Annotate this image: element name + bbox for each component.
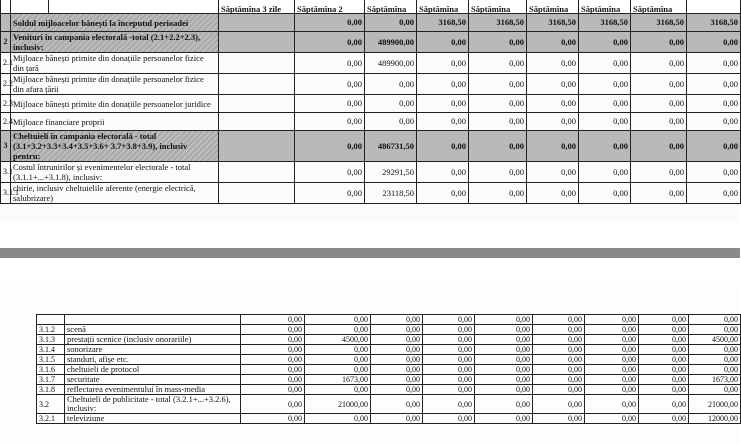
amount-cell: 0,00 bbox=[241, 414, 305, 424]
amount-cell: 0,00 bbox=[295, 113, 365, 131]
amount-cell: 0,00 bbox=[423, 395, 475, 414]
row-description: sonorizare bbox=[65, 345, 241, 355]
amount-cell: 0,00 bbox=[305, 385, 371, 395]
amount-cell: 0,00 bbox=[639, 385, 689, 395]
column-header bbox=[49, 0, 219, 14]
table-row bbox=[37, 345, 741, 355]
amount-cell: 0,00 bbox=[687, 113, 741, 131]
amount-cell: 0,00 bbox=[687, 95, 741, 113]
amount-cell: 0,00 bbox=[533, 345, 585, 355]
amount-cell: 0,00 bbox=[533, 315, 585, 325]
amount-cell: 0,00 bbox=[365, 95, 417, 113]
amount-cell: 0,00 bbox=[631, 113, 687, 131]
amount-cell: 0,00 bbox=[639, 325, 689, 335]
header-row bbox=[1, 0, 741, 14]
amount-cell: 0,00 bbox=[639, 315, 689, 325]
amount-cell: 0,00 bbox=[417, 131, 469, 162]
row-code: 3 bbox=[1, 131, 11, 162]
amount-cell: 3168,50 bbox=[579, 14, 631, 32]
amount-cell: 0,00 bbox=[475, 325, 533, 335]
table-row bbox=[37, 355, 741, 365]
table-row bbox=[1, 53, 741, 74]
amount-cell: 0,00 bbox=[295, 183, 365, 204]
amount-cell: 0,00 bbox=[631, 95, 687, 113]
amount-cell: 3168,50 bbox=[417, 14, 469, 32]
table-row bbox=[37, 335, 741, 345]
amount-cell: 0,00 bbox=[639, 335, 689, 345]
amount-cell: 0,00 bbox=[305, 325, 371, 335]
column-header: Săptămîna bbox=[527, 0, 579, 14]
amount-cell: 0,00 bbox=[475, 414, 533, 424]
amount-cell: 23118,50 bbox=[365, 183, 417, 204]
amount-cell: 0,00 bbox=[639, 345, 689, 355]
amount-cell: 0,00 bbox=[423, 355, 475, 365]
row-code bbox=[37, 315, 65, 325]
amount-cell: 0,00 bbox=[585, 315, 639, 325]
amount-cell: 0,00 bbox=[371, 325, 423, 335]
amount-cell bbox=[219, 183, 295, 204]
amount-cell: 0,00 bbox=[365, 113, 417, 131]
amount-cell: 0,00 bbox=[527, 131, 579, 162]
row-code: 3.1.8 bbox=[37, 385, 65, 395]
amount-cell: 0,00 bbox=[295, 14, 365, 32]
amount-cell: 0,00 bbox=[305, 315, 371, 325]
amount-cell: 0,00 bbox=[241, 355, 305, 365]
amount-cell: 0,00 bbox=[371, 335, 423, 345]
amount-cell: 4500,00 bbox=[305, 335, 371, 345]
amount-cell: 0,00 bbox=[475, 395, 533, 414]
amount-cell: 0,00 bbox=[687, 53, 741, 74]
amount-cell: 4500,00 bbox=[689, 335, 741, 345]
amount-cell: 0,00 bbox=[423, 365, 475, 375]
column-header: Săptămîna bbox=[417, 0, 469, 14]
row-code: 3.1.2 bbox=[37, 325, 65, 335]
amount-cell: 0,00 bbox=[241, 345, 305, 355]
amount-cell: 0,00 bbox=[305, 355, 371, 365]
row-description: Soldul mijloacelor bănești la începutul perioadei bbox=[11, 14, 219, 32]
amount-cell: 0,00 bbox=[371, 375, 423, 385]
amount-cell: 0,00 bbox=[475, 335, 533, 345]
row-description bbox=[65, 315, 241, 325]
column-header: Săptămîna 2 bbox=[295, 0, 365, 14]
amount-cell: 0,00 bbox=[475, 385, 533, 395]
amount-cell: 0,00 bbox=[639, 375, 689, 385]
bottom-report-table bbox=[36, 314, 741, 424]
amount-cell: 0,00 bbox=[585, 395, 639, 414]
amount-cell bbox=[219, 95, 295, 113]
amount-cell: 486731,50 bbox=[365, 131, 417, 162]
amount-cell: 0,00 bbox=[585, 345, 639, 355]
column-header: Săptămîna 3 zile bbox=[219, 0, 295, 14]
row-description: Mijloace financiare proprii bbox=[11, 113, 219, 131]
row-description: standuri, afișe etc. bbox=[65, 355, 241, 365]
amount-cell: 0,00 bbox=[579, 95, 631, 113]
amount-cell: 0,00 bbox=[241, 315, 305, 325]
amount-cell: 0,00 bbox=[469, 162, 527, 183]
amount-cell bbox=[219, 162, 295, 183]
column-header bbox=[1, 0, 11, 14]
column-header: Săptămîna bbox=[365, 0, 417, 14]
amount-cell: 0,00 bbox=[689, 345, 741, 355]
amount-cell: 0,00 bbox=[585, 365, 639, 375]
amount-cell: 0,00 bbox=[631, 53, 687, 74]
table-row bbox=[1, 131, 741, 162]
table-row bbox=[37, 395, 741, 414]
amount-cell: 0,00 bbox=[295, 162, 365, 183]
amount-cell: 0,00 bbox=[533, 414, 585, 424]
amount-cell: 0,00 bbox=[527, 74, 579, 95]
amount-cell bbox=[219, 53, 295, 74]
row-description: Venituri în campania electorală -total (2.1+2.2+2.3), inclusiv: bbox=[11, 32, 219, 53]
amount-cell: 0,00 bbox=[533, 365, 585, 375]
column-header: Săptămîna bbox=[579, 0, 631, 14]
amount-cell: 0,00 bbox=[469, 74, 527, 95]
row-description: Mijloace bănești primite din donațiile persoanelor fizice din afara țării bbox=[11, 74, 219, 95]
amount-cell: 0,00 bbox=[469, 32, 527, 53]
amount-cell: 0,00 bbox=[579, 53, 631, 74]
amount-cell: 1673,00 bbox=[305, 375, 371, 385]
amount-cell: 0,00 bbox=[423, 335, 475, 345]
amount-cell: 1673,00 bbox=[689, 375, 741, 385]
amount-cell: 0,00 bbox=[689, 365, 741, 375]
amount-cell: 0,00 bbox=[475, 365, 533, 375]
amount-cell: 0,00 bbox=[687, 183, 741, 204]
amount-cell: 0,00 bbox=[423, 315, 475, 325]
row-description: cheltuieli de protocol bbox=[65, 365, 241, 375]
row-description: Cheltuieli în campania electorală - total (3.1+3.2+3.3+3.4+3.5+3.6+ 3.7+3.8+3.9), inclusiv pentru: bbox=[11, 131, 219, 162]
top-page-scan bbox=[0, 0, 740, 222]
amount-cell: 12000,00 bbox=[689, 414, 741, 424]
amount-cell: 0,00 bbox=[585, 335, 639, 345]
column-header bbox=[11, 0, 49, 14]
amount-cell bbox=[219, 74, 295, 95]
row-description: scenă bbox=[65, 325, 241, 335]
amount-cell: 0,00 bbox=[371, 414, 423, 424]
table-row bbox=[37, 414, 741, 424]
amount-cell bbox=[219, 32, 295, 53]
table-row bbox=[37, 365, 741, 375]
row-description: Cheltuieli de publicitate - total (3.2.1+...+3.2.6), inclusiv: bbox=[65, 395, 241, 414]
amount-cell: 0,00 bbox=[689, 355, 741, 365]
table-row bbox=[37, 315, 741, 325]
amount-cell: 0,00 bbox=[241, 325, 305, 335]
amount-cell: 0,00 bbox=[631, 32, 687, 53]
amount-cell: 21000,00 bbox=[305, 395, 371, 414]
amount-cell: 0,00 bbox=[305, 414, 371, 424]
amount-cell: 0,00 bbox=[241, 385, 305, 395]
amount-cell: 0,00 bbox=[475, 315, 533, 325]
amount-cell: 0,00 bbox=[527, 183, 579, 204]
amount-cell: 3168,50 bbox=[631, 14, 687, 32]
row-description: Mijloace bănești primite din donațiile persoanelor juridice bbox=[11, 95, 219, 113]
amount-cell: 0,00 bbox=[687, 131, 741, 162]
amount-cell: 0,00 bbox=[585, 355, 639, 365]
column-header: Săptămîna bbox=[469, 0, 527, 14]
amount-cell: 0,00 bbox=[417, 32, 469, 53]
row-code: 3.2 bbox=[37, 395, 65, 414]
amount-cell: 0,00 bbox=[371, 395, 423, 414]
amount-cell: 0,00 bbox=[585, 385, 639, 395]
amount-cell: 0,00 bbox=[585, 414, 639, 424]
amount-cell: 0,00 bbox=[417, 183, 469, 204]
row-code: 3.2.1 bbox=[37, 414, 65, 424]
row-code: 3.1.5 bbox=[37, 355, 65, 365]
table-row bbox=[37, 375, 741, 385]
row-description: prestații scenice (inclusiv onorariile) bbox=[65, 335, 241, 345]
amount-cell: 0,00 bbox=[475, 345, 533, 355]
amount-cell: 0,00 bbox=[475, 355, 533, 365]
amount-cell: 0,00 bbox=[295, 95, 365, 113]
amount-cell: 0,00 bbox=[689, 315, 741, 325]
row-code: 3.1.6 bbox=[37, 365, 65, 375]
table-row bbox=[1, 95, 741, 113]
amount-cell: 0,00 bbox=[469, 183, 527, 204]
table-row bbox=[1, 162, 741, 183]
row-code: 3.1.3 bbox=[37, 335, 65, 345]
amount-cell: 0,00 bbox=[371, 355, 423, 365]
amount-cell: 0,00 bbox=[533, 395, 585, 414]
amount-cell: 0,00 bbox=[527, 162, 579, 183]
amount-cell: 0,00 bbox=[417, 95, 469, 113]
amount-cell: 0,00 bbox=[579, 74, 631, 95]
amount-cell: 0,00 bbox=[631, 183, 687, 204]
amount-cell: 0,00 bbox=[639, 355, 689, 365]
amount-cell: 29291,50 bbox=[365, 162, 417, 183]
amount-cell: 0,00 bbox=[585, 325, 639, 335]
amount-cell: 0,00 bbox=[295, 53, 365, 74]
table-row bbox=[1, 14, 741, 32]
table-row bbox=[1, 113, 741, 131]
bottom-page-scan bbox=[0, 282, 740, 444]
amount-cell: 0,00 bbox=[241, 335, 305, 345]
amount-cell bbox=[219, 131, 295, 162]
amount-cell: 0,00 bbox=[639, 395, 689, 414]
column-header bbox=[687, 0, 741, 14]
amount-cell: 0,00 bbox=[295, 131, 365, 162]
amount-cell: 0,00 bbox=[423, 414, 475, 424]
table-row bbox=[37, 325, 741, 335]
table-row bbox=[37, 385, 741, 395]
amount-cell: 0,00 bbox=[631, 131, 687, 162]
row-code bbox=[1, 14, 11, 32]
amount-cell: 0,00 bbox=[365, 14, 417, 32]
amount-cell: 0,00 bbox=[365, 74, 417, 95]
amount-cell: 0,00 bbox=[241, 375, 305, 385]
amount-cell: 0,00 bbox=[305, 345, 371, 355]
row-code: 2 bbox=[1, 32, 11, 53]
amount-cell: 0,00 bbox=[469, 95, 527, 113]
amount-cell: 0,00 bbox=[527, 113, 579, 131]
amount-cell bbox=[219, 14, 295, 32]
amount-cell: 0,00 bbox=[639, 365, 689, 375]
amount-cell: 0,00 bbox=[579, 32, 631, 53]
row-code: 2.3 bbox=[1, 95, 11, 113]
amount-cell: 0,00 bbox=[533, 335, 585, 345]
amount-cell: 0,00 bbox=[371, 365, 423, 375]
amount-cell: 0,00 bbox=[585, 375, 639, 385]
row-description: reflectarea evenimentului în mass-media bbox=[65, 385, 241, 395]
amount-cell: 0,00 bbox=[533, 355, 585, 365]
amount-cell: 0,00 bbox=[305, 365, 371, 375]
page-separator-bar bbox=[0, 248, 740, 258]
amount-cell: 0,00 bbox=[469, 53, 527, 74]
table-row bbox=[1, 32, 741, 53]
amount-cell: 0,00 bbox=[469, 131, 527, 162]
amount-cell: 0,00 bbox=[417, 53, 469, 74]
top-report-table bbox=[0, 0, 741, 204]
amount-cell: 0,00 bbox=[579, 183, 631, 204]
amount-cell: 0,00 bbox=[687, 162, 741, 183]
amount-cell: 21000,00 bbox=[689, 395, 741, 414]
amount-cell: 0,00 bbox=[371, 345, 423, 355]
amount-cell: 0,00 bbox=[631, 162, 687, 183]
column-header: Săptămîna bbox=[631, 0, 687, 14]
row-code: 2.4 bbox=[1, 113, 11, 131]
amount-cell: 0,00 bbox=[527, 32, 579, 53]
row-description: chirie, inclusiv cheltuielile aferente (energie electrică, salubrizare) bbox=[11, 183, 219, 204]
amount-cell: 0,00 bbox=[241, 395, 305, 414]
amount-cell bbox=[219, 113, 295, 131]
row-code: 3.1.7 bbox=[37, 375, 65, 385]
amount-cell: 0,00 bbox=[631, 74, 687, 95]
amount-cell: 489900,00 bbox=[365, 32, 417, 53]
amount-cell: 0,00 bbox=[475, 375, 533, 385]
amount-cell: 0,00 bbox=[417, 162, 469, 183]
amount-cell: 0,00 bbox=[639, 414, 689, 424]
amount-cell: 0,00 bbox=[689, 385, 741, 395]
page-gap bbox=[0, 222, 740, 282]
amount-cell: 0,00 bbox=[423, 385, 475, 395]
row-code: 2.2 bbox=[1, 74, 11, 95]
amount-cell: 0,00 bbox=[371, 385, 423, 395]
row-code: 2.1 bbox=[1, 53, 11, 74]
amount-cell: 0,00 bbox=[687, 32, 741, 53]
amount-cell: 0,00 bbox=[579, 131, 631, 162]
amount-cell: 3168,50 bbox=[687, 14, 741, 32]
amount-cell: 0,00 bbox=[371, 315, 423, 325]
amount-cell: 0,00 bbox=[295, 74, 365, 95]
amount-cell: 0,00 bbox=[579, 162, 631, 183]
amount-cell: 0,00 bbox=[417, 74, 469, 95]
amount-cell: 0,00 bbox=[423, 345, 475, 355]
row-description: Mijloace bănești primite din donațiile persoanelor fizice din țară bbox=[11, 53, 219, 74]
row-code: 3.1.1 bbox=[1, 183, 11, 204]
amount-cell: 489900,00 bbox=[365, 53, 417, 74]
amount-cell: 0,00 bbox=[533, 325, 585, 335]
amount-cell: 0,00 bbox=[533, 385, 585, 395]
amount-cell: 0,00 bbox=[527, 95, 579, 113]
amount-cell: 0,00 bbox=[689, 325, 741, 335]
amount-cell: 0,00 bbox=[579, 113, 631, 131]
table-row bbox=[1, 74, 741, 95]
amount-cell: 0,00 bbox=[241, 365, 305, 375]
amount-cell: 0,00 bbox=[527, 53, 579, 74]
amount-cell: 0,00 bbox=[469, 113, 527, 131]
amount-cell: 3168,50 bbox=[527, 14, 579, 32]
amount-cell: 0,00 bbox=[687, 74, 741, 95]
row-description: Costul întrunirilor și evenimentelor electorale - total (3.1.1+...+3.1.8), inclusiv: bbox=[11, 162, 219, 183]
row-description: televiziune bbox=[65, 414, 241, 424]
amount-cell: 0,00 bbox=[417, 113, 469, 131]
row-code: 3.1 bbox=[1, 162, 11, 183]
amount-cell: 3168,50 bbox=[469, 14, 527, 32]
amount-cell: 0,00 bbox=[423, 325, 475, 335]
amount-cell: 0,00 bbox=[533, 375, 585, 385]
row-description: securitate bbox=[65, 375, 241, 385]
row-code: 3.1.4 bbox=[37, 345, 65, 355]
amount-cell: 0,00 bbox=[295, 32, 365, 53]
table-row bbox=[1, 183, 741, 204]
amount-cell: 0,00 bbox=[423, 375, 475, 385]
